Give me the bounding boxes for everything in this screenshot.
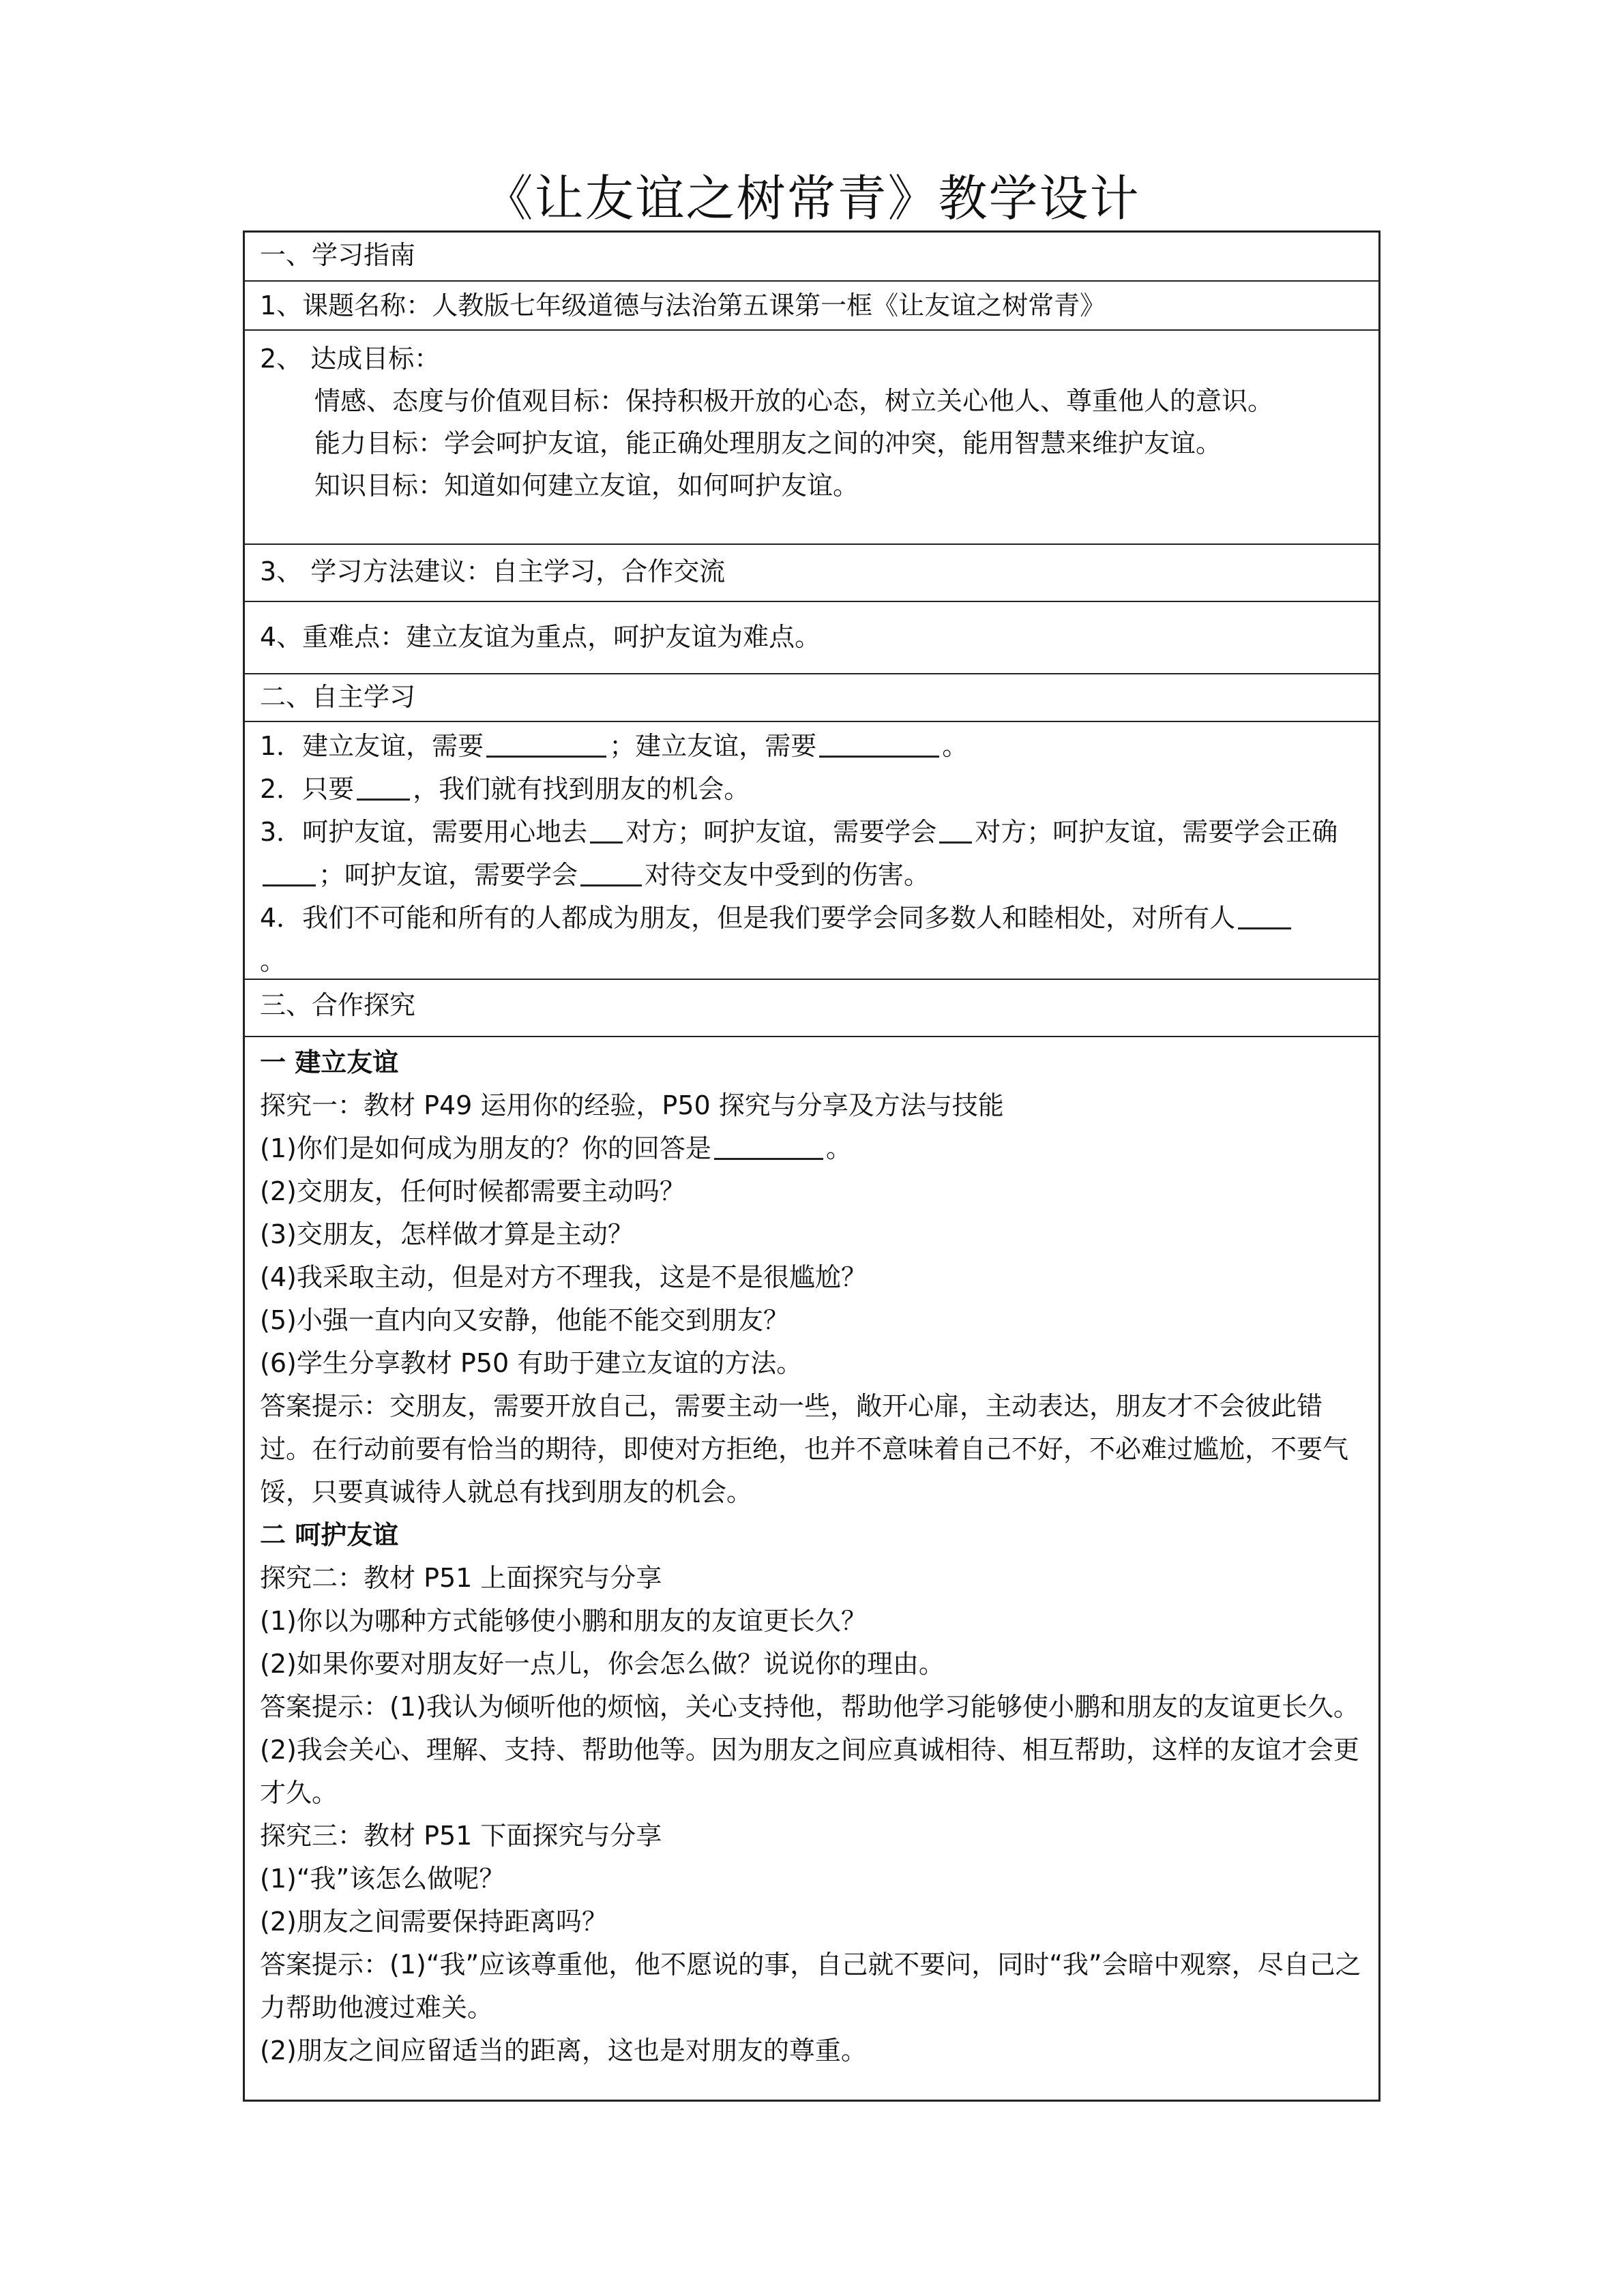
- self-study-q4: 4．我们不可能和所有的人都成为朋友，但是我们要学会同多数人和睦相处，对所有人。: [260, 897, 1297, 983]
- inquiry3-q2: (2)朋友之间需要保持距离吗？: [260, 1907, 608, 1937]
- lesson-table: [243, 230, 1381, 2102]
- inquiry1-q4: (4)我采取主动，但是对方不理我，这是不是很尴尬？: [260, 1262, 867, 1292]
- part2-heading: 二 呵护友谊: [260, 1520, 399, 1550]
- key-points-text: 4、重难点：建立友谊为重点，呵护友谊为难点。: [260, 622, 821, 652]
- goal-knowledge: 知识目标：知道如何建立友谊，如何呵护友谊。: [314, 471, 859, 501]
- answer-blank: [714, 1132, 823, 1160]
- goal-ability: 能力目标：学会呵护友谊，能正确处理朋友之间的冲突，能用智慧来维护友谊。: [314, 428, 1222, 458]
- goals-label: 2、 达成目标：: [260, 344, 441, 374]
- self-study-row: [245, 721, 1378, 979]
- answer-blank: [263, 859, 316, 886]
- answer-blank: [819, 730, 939, 758]
- document-title: 《让友谊之树常青》教学设计: [484, 170, 1140, 227]
- inquiry1-q5: (5)小强一直内向又安静，他能不能交到朋友？: [260, 1305, 789, 1335]
- topic-text: 1、课题名称：人教版七年级道德与法治第五课第一框《让友谊之树常青》: [260, 290, 1106, 320]
- answer1: 答案提示：交朋友，需要开放自己，需要主动一些，敞开心扉，主动表达，朋友才不会彼此错过。在行动前要有恰当的期待，即使对方拒绝，也并不意味着自己不好，不必难过尴尬，不要气馁，只要真诚待人就总有找到朋友的机会。: [260, 1391, 1349, 1507]
- coop-header-row: [245, 979, 1378, 1036]
- coop-header: 三、合作探究: [260, 990, 416, 1020]
- inquiry3-title: 探究三：教材 P51 下面探究与分享: [260, 1821, 662, 1851]
- self-study-header-row: [245, 673, 1378, 721]
- inquiry1-q2: (2)交朋友，任何时候都需要主动吗？: [260, 1176, 685, 1206]
- inquiry2-title: 探究二：教材 P51 上面探究与分享: [260, 1563, 662, 1593]
- guide-header: 一、学习指南: [260, 240, 416, 270]
- method-row: [245, 543, 1378, 601]
- self-study-q1: 1．建立友谊，需要 ；建立友谊，需要 。: [260, 731, 969, 761]
- answer2a: 答案提示：(1)我认为倾听他的烦恼，关心支持他，帮助他学习能够使小鹏和朋友的友谊更长久。: [260, 1692, 1359, 1722]
- self-study-q3: 3．呵护友谊，需要用心地去 对方；呵护友谊，需要学会 对方；呵护友谊，需要学会正确；呵护友谊，需要学会 对待交友中受到的伤害。: [260, 817, 1338, 890]
- inquiry1-q3: (3)交朋友，怎样做才算是主动？: [260, 1219, 634, 1249]
- answer-blank: [1238, 901, 1291, 929]
- guide-header-row: [245, 233, 1378, 280]
- answer-blank: [590, 816, 623, 844]
- answer-blank: [939, 816, 972, 844]
- answer2b: (2)我会关心、理解、支持、帮助他等。因为朋友之间应真诚相待、相互帮助，这样的友谊才会更才久。: [260, 1735, 1359, 1808]
- answer-blank: [357, 773, 410, 801]
- inquiry1-title: 探究一：教材 P49 运用你的经验，P50 探究与分享及方法与技能: [260, 1090, 1004, 1120]
- goal-emotion: 情感、态度与价值观目标：保持积极开放的心态，树立关心他人、尊重他人的意识。: [314, 386, 1274, 416]
- inquiry2-q1: (1)你以为哪种方式能够使小鹏和朋友的友谊更长久？: [260, 1606, 867, 1636]
- answer-blank: [486, 730, 606, 758]
- coop-row: [245, 1036, 1378, 2100]
- inquiry1-q6: (6)学生分享教材 P50 有助于建立友谊的方法。: [260, 1348, 803, 1378]
- topic-row: [245, 280, 1378, 329]
- inquiry1-q1: (1)你们是如何成为朋友的？你的回答是 。: [260, 1133, 852, 1163]
- goals-row: [245, 329, 1378, 543]
- answer3b: (2)朋友之间应留适当的距离，这也是对朋友的尊重。: [260, 2036, 867, 2066]
- part1-heading: 一 建立友谊: [260, 1047, 399, 1077]
- inquiry3-q1: (1)“我”该怎么做呢？: [260, 1864, 505, 1894]
- answer3a: 答案提示：(1)“我”应该尊重他，他不愿说的事，自己就不要问，同时“我”会暗中观察，尽自己之力帮助他渡过难关。: [260, 1950, 1361, 2023]
- self-study-header: 二、自主学习: [260, 682, 416, 712]
- method-text: 3、 学习方法建议：自主学习，合作交流: [260, 556, 726, 586]
- inquiry2-q2: (2)如果你要对朋友好一点儿，你会怎么做？说说你的理由。: [260, 1649, 945, 1679]
- key-points-row: [245, 601, 1378, 673]
- self-study-q2: 2．只要 ，我们就有找到朋友的机会。: [260, 774, 750, 804]
- answer-blank: [580, 859, 642, 886]
